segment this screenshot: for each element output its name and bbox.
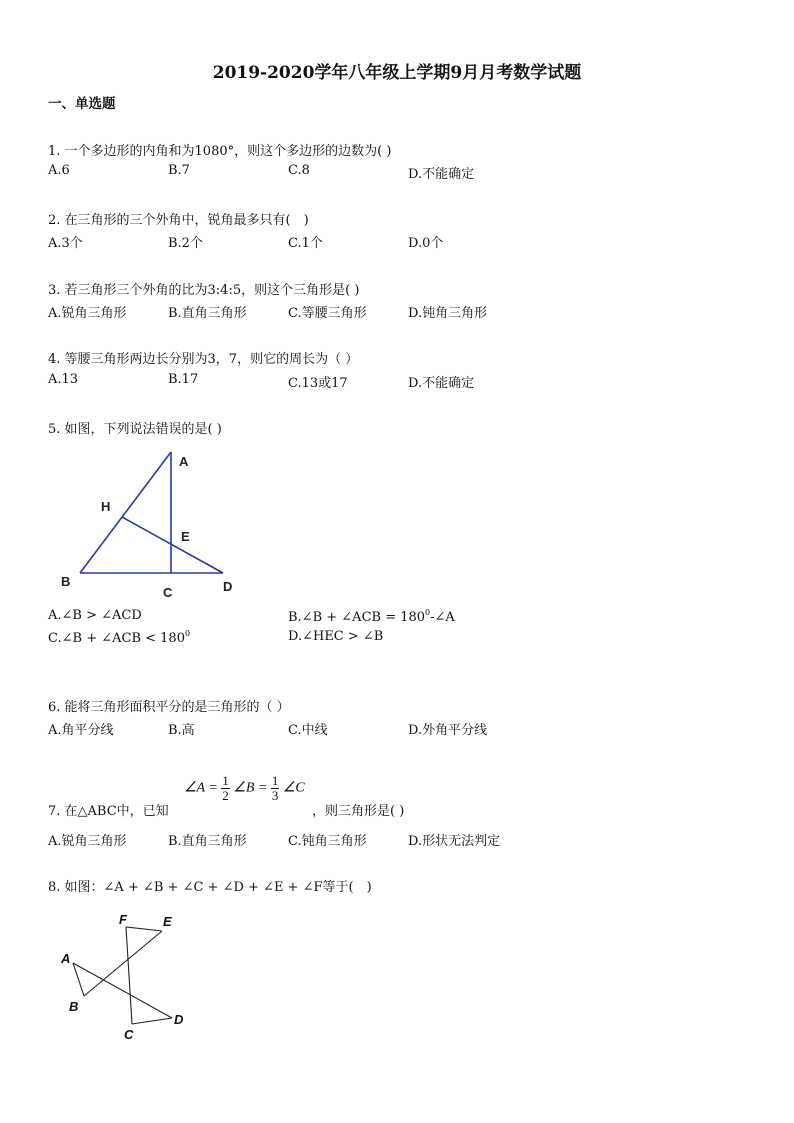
label-b: B [61,574,71,589]
question-1-stem: 1. 一个多边形的内角和为1080°，则这个多边形的边数为( ) [48,144,392,159]
q4-option-c: C.13或17 [288,376,348,391]
label-a: A [179,454,189,469]
label-d: D [223,579,233,594]
q3-option-b: B.直角三角形 [168,306,247,321]
question-4-stem: 4. 等腰三角形两边长分别为3，7，则它的周长为（ ） [48,352,359,367]
q1-option-c: C.8 [288,163,310,178]
question-6-stem: 6. 能将三角形面积平分的是三角形的（ ） [48,700,290,715]
q7-option-d: D.形状无法判定 [408,834,501,849]
q1-option-d: D.不能确定 [408,167,475,182]
triangle-figure [55,444,255,604]
question-7-stem-suffix: ，则三角形是( ) [312,804,405,819]
q5-option-c: C.∠B + ∠ACB < $180^0$ [48,629,191,646]
q3-option-a: A.锐角三角形 [48,306,127,321]
label-f: F [119,912,127,927]
q1-option-b: B.7 [168,163,190,178]
segment-hd [122,517,223,573]
label-a: A [61,951,71,966]
q5-option-d: D.∠HEC > ∠B [288,629,384,644]
segment-cd [132,1018,172,1024]
page-title: 2019-2020学年八年级上学期9月月考数学试题 [212,63,582,83]
section-heading: 一、单选题 [48,96,116,112]
label-h: H [101,499,111,514]
question-2-stem: 2. 在三角形的三个外角中，锐角最多只有( ) [48,213,309,228]
q3-option-d: D.钝角三角形 [408,306,488,321]
q7-option-a: A.锐角三角形 [48,834,127,849]
label-e: E [181,529,190,544]
q7-option-c: C.钝角三角形 [288,834,367,849]
q2-option-c: C.1个 [288,236,323,251]
q3-option-c: C.等腰三角形 [288,306,367,321]
label-e: E [163,914,172,929]
label-c: C [124,1027,134,1042]
label-d: D [174,1012,184,1027]
q4-option-b: B.17 [168,372,199,387]
segment-ad [73,963,172,1018]
q4-option-d: D.不能确定 [408,376,475,391]
label-b: B [69,999,79,1014]
segment-fe [126,927,162,931]
q5-option-b: B.∠B + ∠ACB = $180^0-\angle A$ [288,608,455,625]
q6-option-a: A.角平分线 [48,723,114,738]
q6-option-d: D.外角平分线 [408,723,488,738]
question-7-stem-prefix: 7. 在△ABC中，已知 [48,804,169,819]
star-figure [55,906,205,1046]
q7-option-b: B.直角三角形 [168,834,247,849]
label-c: C [163,585,173,600]
segment-be [84,931,162,996]
q2-option-d: D.0个 [408,236,444,251]
q5-option-a: A.∠B > ∠ACD [48,608,142,623]
q1-option-a: A.6 [48,163,70,178]
angle-ratio-formula: ∠A = $\frac{1}{2}$ ∠B = $\frac{1}{3}$ ∠C [184,773,305,803]
q6-option-b: B.高 [168,723,195,738]
q2-option-a: A.3个 [48,236,83,251]
question-8-stem: 8. 如图：∠A + ∠B + ∠C + ∠D + ∠E + ∠F等于( ) [48,880,372,895]
q2-option-b: B.2个 [168,236,203,251]
question-5-stem: 5. 如图，下列说法错误的是( ) [48,422,222,437]
q4-option-a: A.13 [48,372,79,387]
segment-fc [126,927,132,1024]
q6-option-c: C.中线 [288,723,328,738]
segment-ba [80,452,171,573]
question-3-stem: 3. 若三角形三个外角的比为3:4:5，则这个三角形是( ) [48,283,360,298]
